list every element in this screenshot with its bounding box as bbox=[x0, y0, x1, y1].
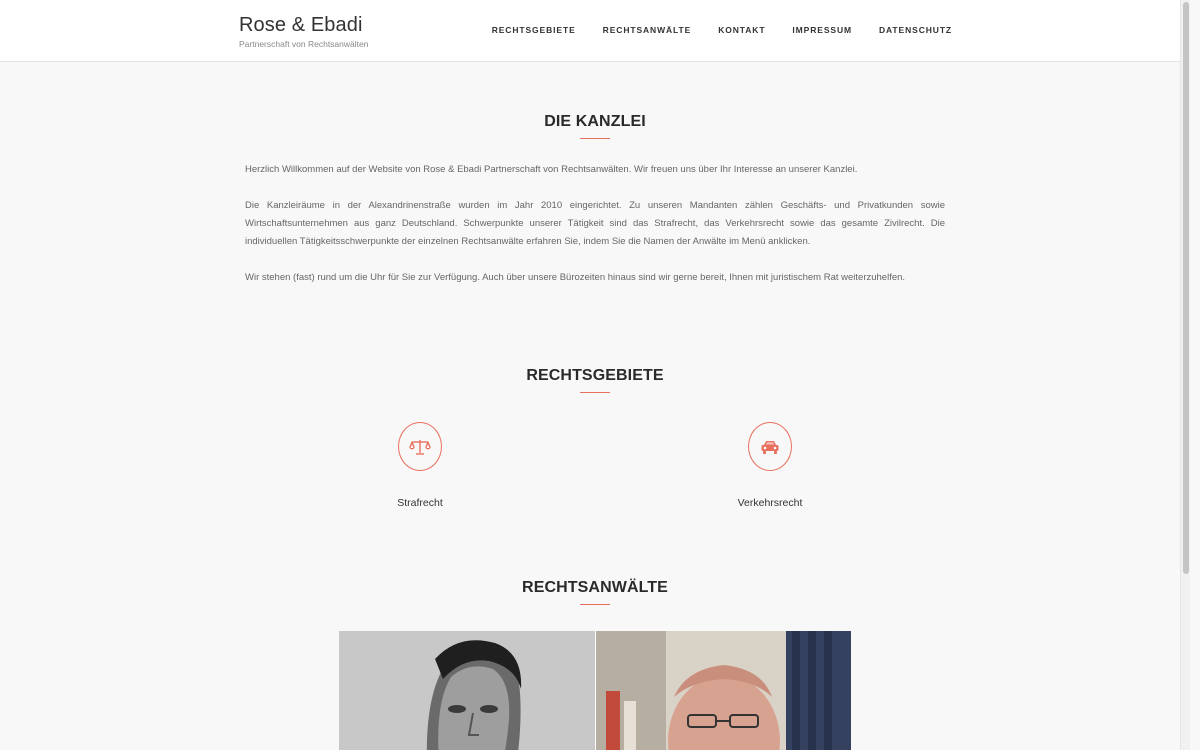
kanzlei-paragraph: Wir stehen (fast) rund um die Uhr für Sie zur Verfügung. Auch über unsere Bürozeiten hinaus sind wir gerne bereit, Ihnen mit juristischem Rat weiterzuhelfen. bbox=[245, 272, 906, 283]
title-divider bbox=[580, 604, 610, 605]
nav-datenschutz[interactable]: DATENSCHUTZ bbox=[878, 25, 952, 35]
lawyer-photo[interactable] bbox=[595, 631, 851, 750]
scrollbar-thumb[interactable] bbox=[1183, 2, 1189, 574]
car-icon[interactable] bbox=[748, 422, 792, 471]
kanzlei-paragraph: Die Kanzleiräume in der Alexandrinenstraße wurden im Jahr 2010 eingerichtet. Zu unseren Mandanten zählen Geschäfts- und Privatkunden sowie Wirtschaftsunternehmen aus ganz Deutschland. Schwerpunkte unserer Tätigkeit sind das Strafrecht, das Verkehrsrecht sowie das gesamte Zivilrecht. Die individuellen Tätigkeitsschwerpunkte der einzelnen Rechtsanwälte erfahren Sie, indem Sie die Namen der Anwälte im Menü anklicken. bbox=[245, 200, 945, 247]
areas-list bbox=[0, 422, 1190, 522]
lawyer-photo[interactable] bbox=[339, 631, 595, 750]
rechtsanwaelte-title: RECHTSANWÄLTE bbox=[522, 579, 668, 596]
nav-rechtsanwaelte[interactable]: RECHTSANWÄLTE bbox=[602, 25, 692, 35]
area-label[interactable]: Verkehrsrecht bbox=[737, 497, 803, 509]
kanzlei-title: DIE KANZLEI bbox=[544, 113, 646, 130]
nav-rechtsgebiete[interactable]: RECHTSGEBIETE bbox=[491, 25, 576, 35]
kanzlei-text bbox=[245, 161, 945, 287]
site-header bbox=[0, 0, 1190, 62]
lawyer-photos bbox=[339, 631, 851, 750]
title-divider bbox=[580, 392, 610, 393]
scrollbar[interactable] bbox=[1180, 0, 1190, 750]
section-kanzlei bbox=[0, 113, 1190, 305]
section-rechtsanwaelte bbox=[0, 579, 1190, 605]
brand[interactable] bbox=[239, 13, 368, 49]
brand-subtitle: Partnerschaft von Rechtsanwälten bbox=[239, 39, 369, 49]
area-label[interactable]: Strafrecht bbox=[397, 497, 443, 509]
nav-kontakt[interactable]: KONTAKT bbox=[718, 25, 766, 35]
area-verkehrsrecht[interactable] bbox=[700, 422, 840, 509]
section-rechtsgebiete bbox=[0, 367, 1190, 509]
main-nav bbox=[465, 25, 952, 35]
area-strafrecht[interactable] bbox=[350, 422, 490, 509]
rechtsgebiete-title: RECHTSGEBIETE bbox=[526, 367, 664, 384]
title-divider bbox=[580, 138, 610, 139]
kanzlei-paragraph: Herzlich Willkommen auf der Website von Rose & Ebadi Partnerschaft von Rechtsanwälten. Wir freuen uns über Ihr Interesse an unserer Kanzlei. bbox=[245, 164, 858, 175]
scales-icon[interactable] bbox=[398, 422, 442, 471]
brand-title[interactable]: Rose & Ebadi bbox=[239, 14, 363, 36]
nav-impressum[interactable]: IMPRESSUM bbox=[792, 25, 852, 35]
